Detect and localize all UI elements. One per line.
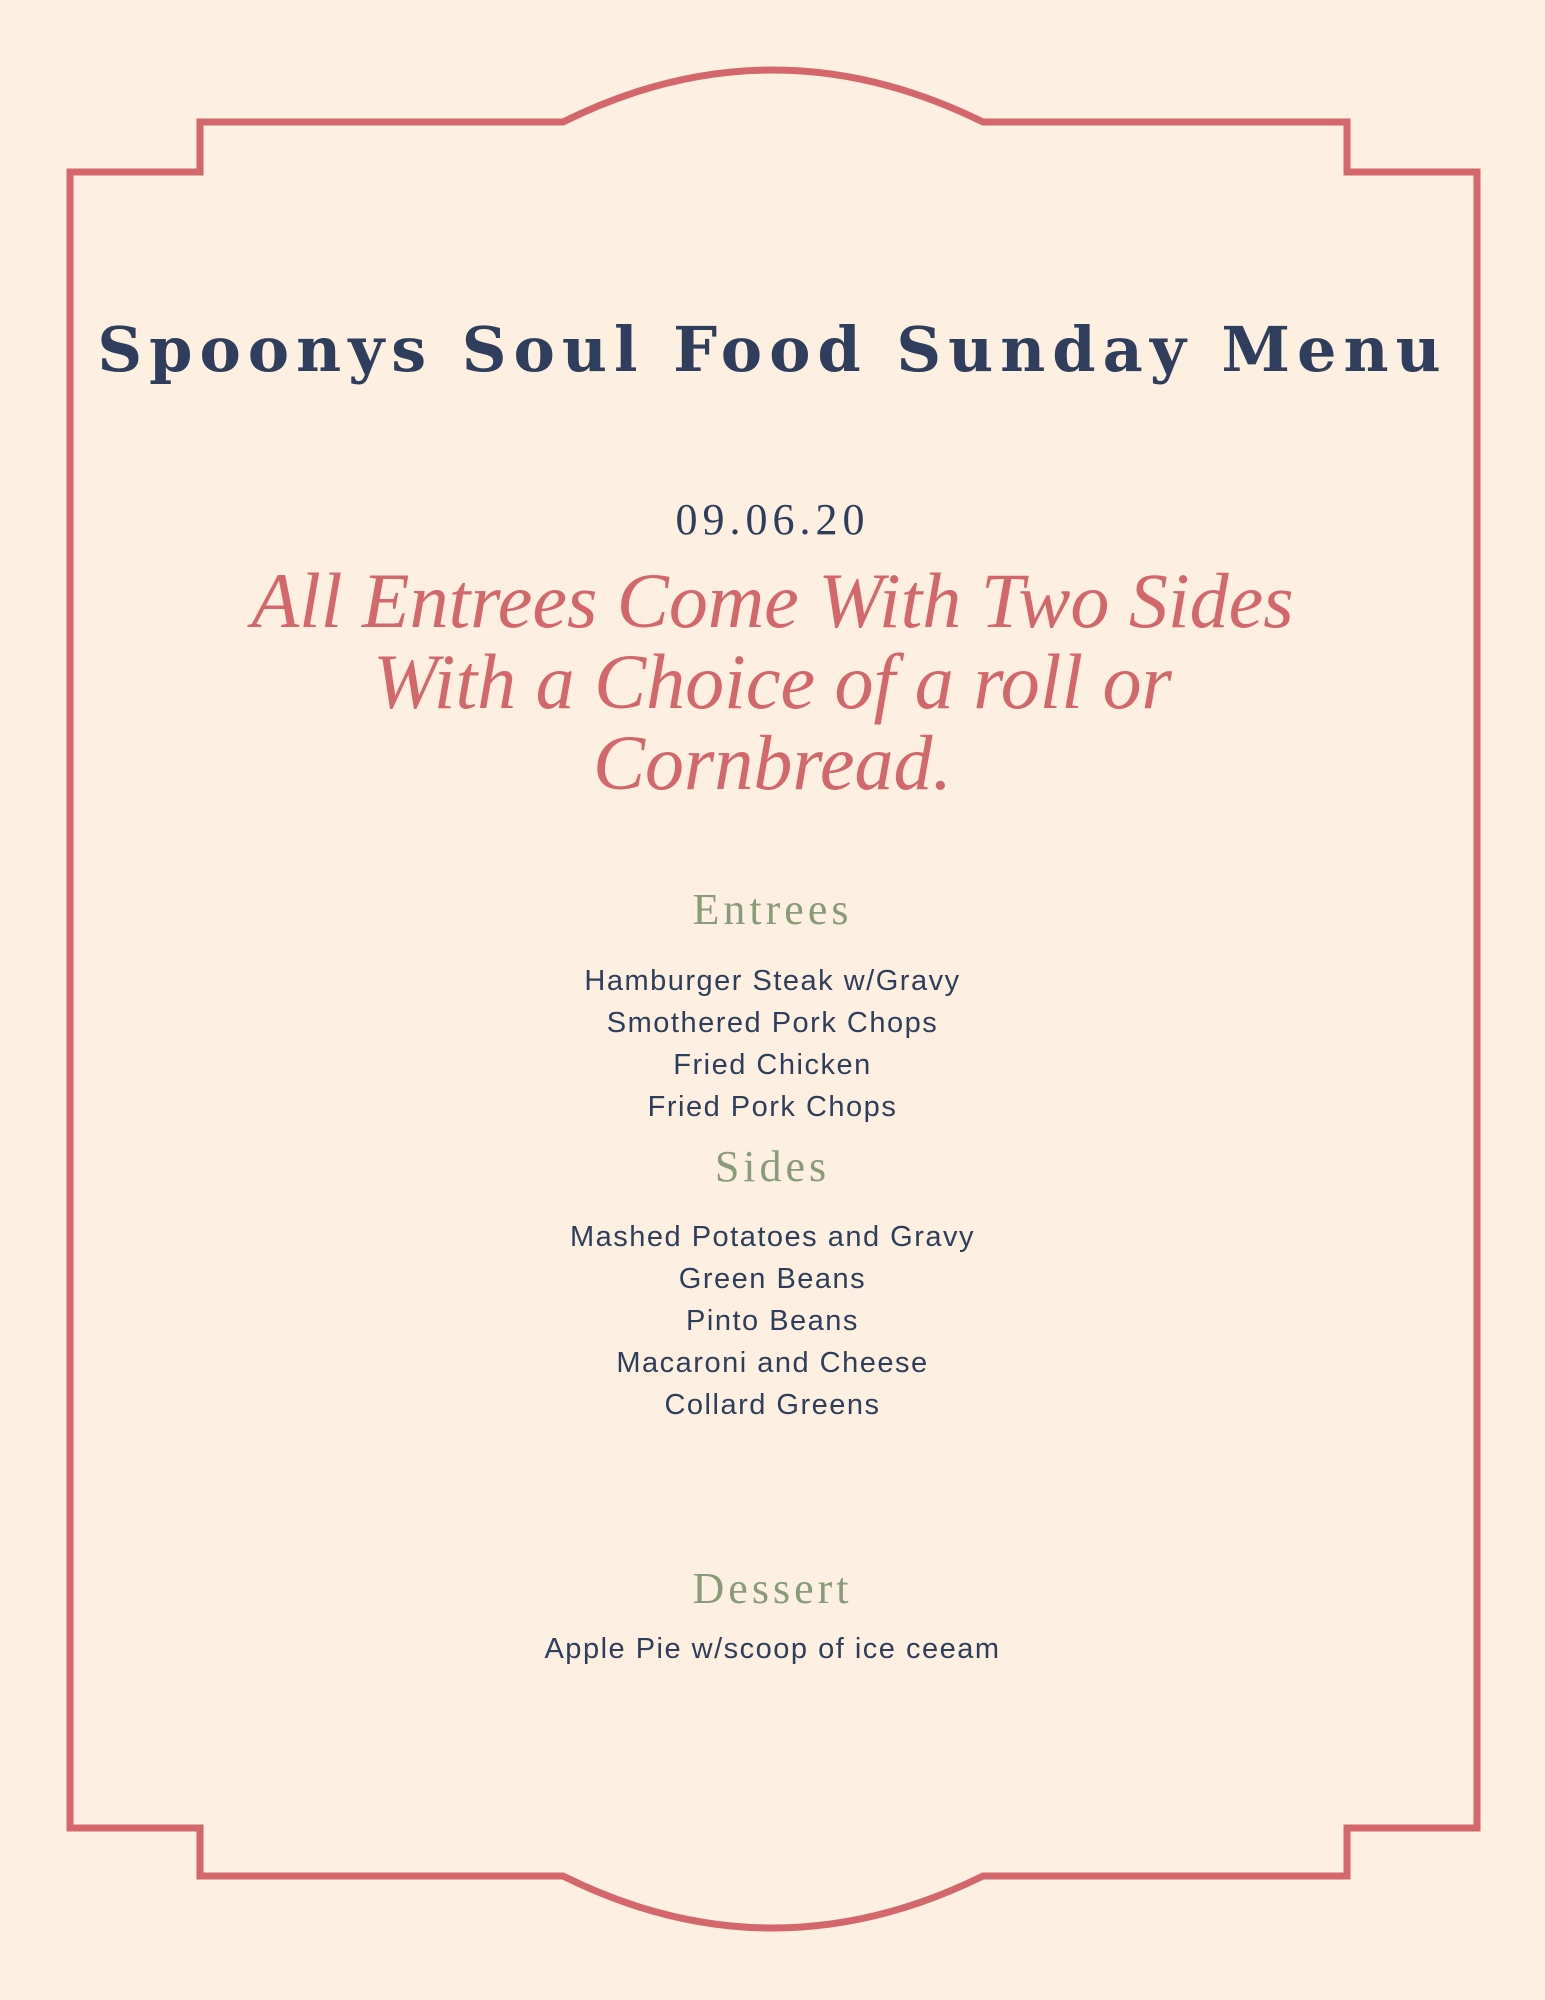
list-item: Fried Chicken [673, 1049, 872, 1081]
section-heading-entrees: Entrees [692, 885, 853, 934]
list-item: Fried Pork Chops [647, 1091, 898, 1123]
list-item: Mashed Potatoes and Gravy [569, 1221, 976, 1253]
menu-tagline: All Entrees Come With Two Sides With a Choice of a roll or Cornbread. [251, 557, 1294, 806]
menu-date: 09.06.20 [675, 495, 870, 544]
section-heading-dessert: Dessert [692, 1564, 853, 1613]
section-heading-sides: Sides [714, 1142, 831, 1191]
dessert-list [0, 1628, 1545, 1670]
list-item: Macaroni and Cheese [616, 1347, 929, 1379]
list-item: Hamburger Steak w/Gravy [584, 965, 961, 997]
entrees-list [0, 960, 1545, 1128]
list-item: Collard Greens [664, 1389, 881, 1421]
list-item: Apple Pie w/scoop of ice ceeam [544, 1633, 1001, 1665]
list-item: Green Beans [678, 1263, 867, 1295]
menu-title: Spoonys Soul Food Sunday Menu [97, 313, 1448, 386]
list-item: Smothered Pork Chops [606, 1007, 939, 1039]
sides-list [0, 1216, 1545, 1426]
list-item: Pinto Beans [686, 1305, 859, 1337]
